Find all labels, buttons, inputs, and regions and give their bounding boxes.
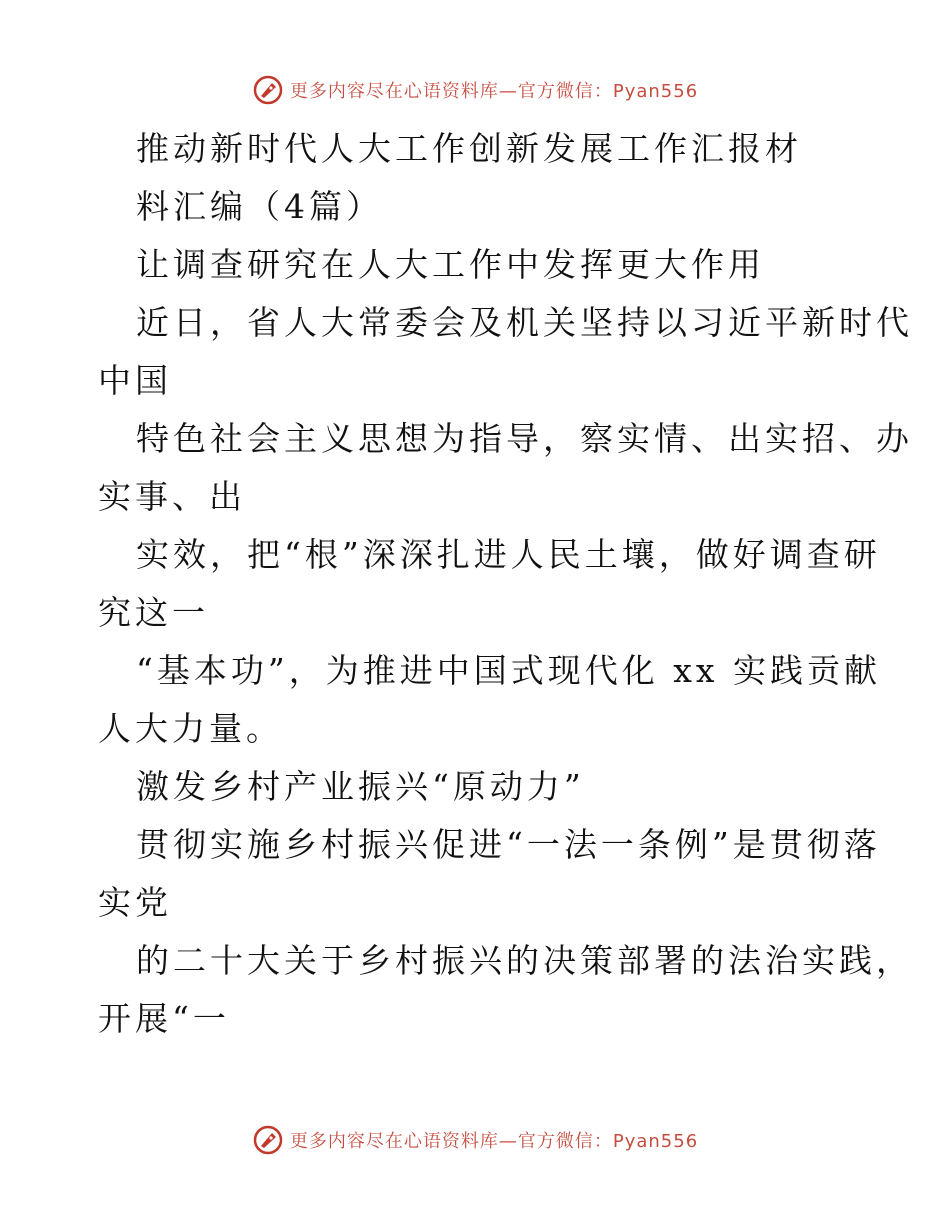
text-line: 中国	[98, 361, 172, 400]
pen-nib-logo-icon	[252, 1124, 284, 1156]
text-line: 近日，省人大常委会及机关坚持以习近平新时代	[136, 303, 913, 342]
text-line: “基本功”，为推进中国式现代化 xx 实践贡献	[136, 651, 881, 690]
watermark-text: 更多内容尽在心语资料库—官方微信：Pyan556	[289, 81, 699, 102]
text-line: 的二十大关于乡村振兴的决策部署的法治实践，	[136, 941, 913, 980]
text-line: 究这一	[98, 593, 209, 632]
text-line: 实事、出	[98, 477, 246, 516]
text-line: 料汇编（4篇）	[136, 187, 383, 226]
document-body	[98, 120, 913, 1048]
watermark-text: 更多内容尽在心语资料库—官方微信：Pyan556	[289, 1131, 699, 1152]
text-line: 贯彻实施乡村振兴促进“一法一条例”是贯彻落	[136, 825, 881, 864]
text-line: 让调查研究在人大工作中发挥更大作用	[136, 245, 765, 284]
footer-watermark	[0, 1120, 950, 1160]
header-watermark	[0, 70, 950, 110]
pen-nib-logo-icon	[252, 74, 284, 106]
text-line: 推动新时代人大工作创新发展工作汇报材	[136, 129, 802, 168]
text-line: 人大力量。	[98, 709, 283, 748]
text-line: 特色社会主义思想为指导，察实情、出实招、办	[136, 419, 913, 458]
text-line: 实党	[98, 883, 172, 922]
text-line: 激发乡村产业振兴“原动力”	[136, 767, 585, 806]
text-line: 开展“一	[98, 999, 230, 1038]
text-line: 实效，把“根”深深扎进人民土壤，做好调查研	[136, 535, 881, 574]
